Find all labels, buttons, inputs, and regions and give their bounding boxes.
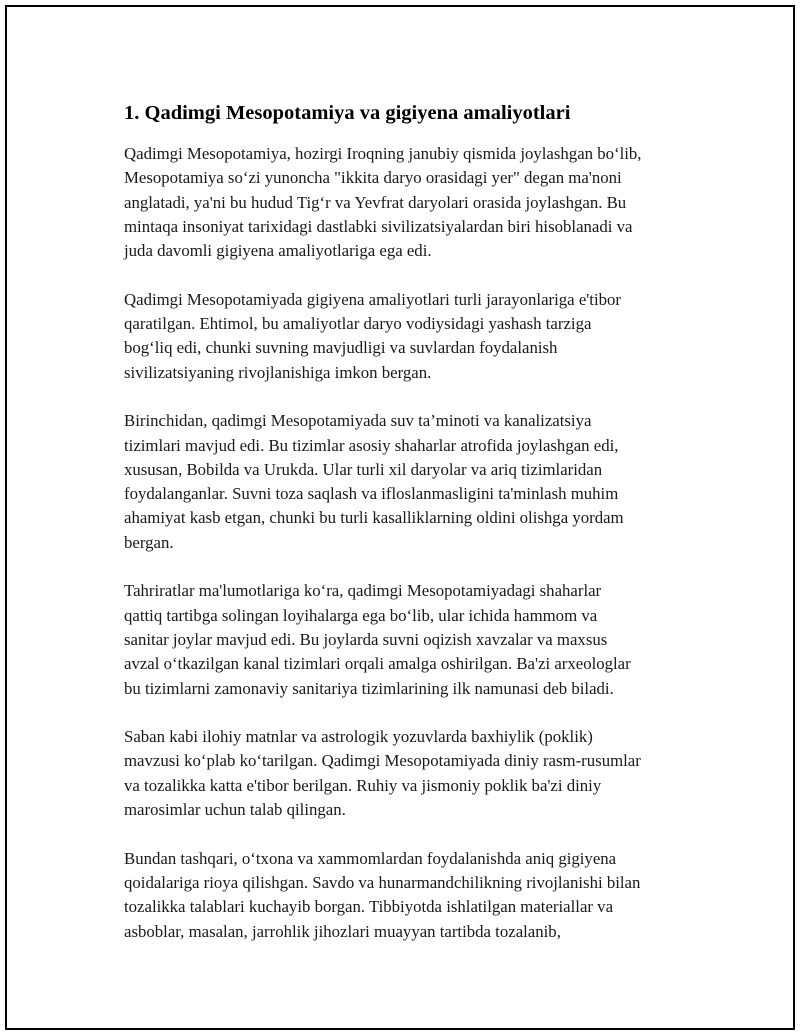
text-line: juda davomli gigiyena amaliyotlariga ega edi. [124, 241, 432, 261]
text-line: asboblar, masalan, jarrohlik jihozlari muayyan tartibda tozalanib, [124, 921, 561, 941]
document-body [124, 100, 704, 968]
text-line: sivilizatsiyaning rivojlanishiga imkon bergan. [124, 362, 432, 382]
section-heading: 1. Qadimgi Mesopotamiya va gigiyena amaliyotlari [124, 102, 571, 124]
text-line: mintaqa insoniyat tarixidagi dastlabki sivilizatsiyalardan biri hisoblanadi va [124, 216, 633, 236]
text-line: Mesopotamiya so‘zi yunoncha "ikkita daryo orasidagi yer" degan ma'noni [124, 168, 622, 188]
text-line: anglatadi, ya'ni bu hudud Tig‘r va Yevfrat daryolari orasida joylashgan. Bu [124, 192, 627, 212]
text-line: Qadimgi Mesopotamiya, hozirgi Iroqning janubiy qismida joylashgan bo‘lib, [124, 144, 642, 163]
text-line: xususan, Bobilda va Urukda. Ular turli xil daryolar va ariq tizimlaridan [124, 459, 603, 479]
paragraph-3 [124, 409, 704, 555]
text-line: mavzusi ko‘plab ko‘tarilgan. Qadimgi Mesopotamiyada diniy rasm-rusumlar [124, 751, 641, 771]
text-line: tizimlari mavjud edi. Bu tizimlar asosiy shaharlar atrofida joylashgan edi, [124, 435, 619, 455]
text-line: marosimlar uchun talab qilingan. [124, 800, 346, 820]
text-line: qoidalariga rioya qilishgan. Savdo va hunarmandchilikning rivojlanishi bilan [124, 872, 641, 892]
text-line: avzal o‘tkazilgan kanal tizimlari orqali amalga oshirilgan. Ba'zi arxeologlar [124, 654, 631, 674]
text-line: Saban kabi ilohiy matnlar va astrologik yozuvlarda baxhiylik (poklik) [124, 727, 593, 747]
page-frame [5, 5, 795, 1030]
text-line: Birinchidan, qadimgi Mesopotamiyada suv ta’minoti va kanalizatsiya [124, 411, 592, 431]
text-line: ahamiyat kasb etgan, chunki bu turli kasalliklarning oldini olishga yordam [124, 508, 624, 528]
paragraph-4 [124, 579, 704, 700]
text-line: qaratilgan. Ehtimol, bu amaliyotlar daryo vodiysidagi yashash tarziga [124, 314, 592, 334]
text-line: bu tizimlarni zamonaviy sanitariya tizimlarining ilk namunasi deb biladi. [124, 678, 614, 698]
text-line: Tahriratlar ma'lumotlariga ko‘ra, qadimgi Mesopotamiyadagi shaharlar [124, 581, 602, 601]
text-line: bog‘liq edi, chunki suvning mavjudligi va suvlardan foydalanish [124, 338, 558, 358]
text-line: foydalanganlar. Suvni toza saqlash va ifloslanmasligini ta'minlash muhim [124, 484, 619, 504]
text-line: Qadimgi Mesopotamiyada gigiyena amaliyotlari turli jarayonlariga e'tibor [124, 289, 621, 309]
text-line: Bundan tashqari, o‘txona va xammomlardan foydalanishda aniq gigiyena [124, 848, 617, 868]
paragraph-5 [124, 725, 704, 822]
text-line: qattiq tartibga solingan loyihalarga ega bo‘lib, ular ichida hammom va [124, 605, 598, 625]
text-line: va tozalikka katta e'tibor berilgan. Ruhiy va jismoniy poklik ba'zi diniy [124, 775, 602, 795]
paragraph-2 [124, 288, 704, 385]
paragraph-6 [124, 847, 704, 944]
text-line: sanitar joylar mavjud edi. Bu joylarda suvni oqizish xavzalar va maxsus [124, 629, 608, 649]
text-line: bergan. [124, 532, 174, 552]
paragraph-1 [124, 142, 704, 263]
text-line: tozalikka talablari kuchayib borgan. Tibbiyotda ishlatilgan materiallar va [124, 897, 614, 917]
